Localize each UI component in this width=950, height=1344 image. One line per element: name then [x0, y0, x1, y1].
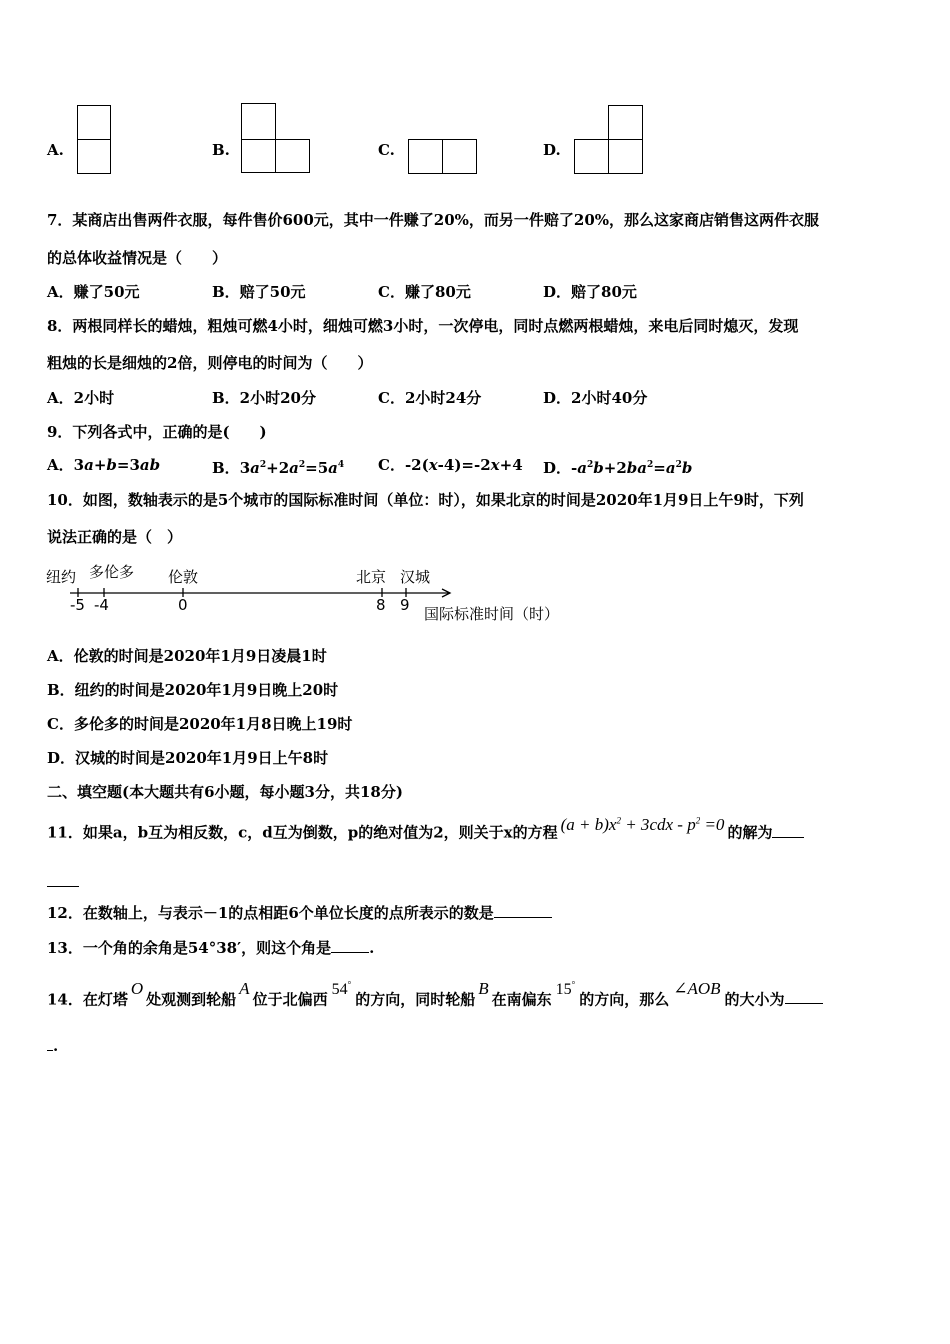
q13-answer-blank[interactable] [331, 938, 369, 953]
point-o: O [130, 979, 144, 999]
shape-label-b: B. [212, 141, 230, 159]
q11-answer-blank[interactable] [772, 823, 804, 838]
q9-option-b [212, 455, 344, 478]
q7-option-c: C．赚了80元 [378, 283, 471, 301]
tick-value-nine: 9 [400, 596, 410, 614]
q12-answer-blank[interactable] [494, 903, 552, 918]
q9-option-b-label: B． [212, 459, 240, 477]
axis-label: 国际标准时间（时） [424, 605, 560, 623]
angle-15: 15° [555, 980, 576, 999]
q9-option-d-label: D． [543, 459, 572, 477]
q7-option-a: A．赚了50元 [47, 283, 140, 301]
q12-stem: 12．在数轴上，与表示－1的点相距6个单位长度的点所表示的数是 [47, 904, 494, 922]
q14-answer-blank[interactable] [785, 989, 823, 1004]
shape-label-a: A. [47, 141, 64, 159]
q11-equation: $(a + b)x^2 + 3cdx - p^2 =0$ [560, 814, 725, 834]
question-13: 13．一个角的余角是54°38′，则这个角是 . [47, 939, 375, 957]
city-label-beijing: 北京 [356, 568, 387, 586]
q7-option-b: B．赔了50元 [212, 283, 306, 301]
city-label-seoul: 汉城 [400, 568, 431, 586]
q14-part4: 的方向，同时轮船 [355, 990, 476, 1009]
point-b: B [478, 979, 489, 999]
q8-stem-line2: 粗烛的长是细烛的2倍，则停电的时间为（ ） [47, 354, 373, 372]
city-label-newyork: 纽约 [46, 568, 77, 586]
tick-value-minus-4: -4 [94, 596, 109, 614]
q9-option-c-label: C． [378, 456, 405, 474]
question-12 [47, 903, 552, 923]
q11-suffix: 的解为 [727, 823, 773, 842]
q8-option-d: D．2小时40分 [543, 389, 648, 407]
q14-part3: 位于北偏西 [252, 990, 328, 1009]
q10-option-a: A．伦敦的时间是2020年1月9日凌晨1时 [47, 647, 327, 665]
tick-value-minus-5: -5 [70, 596, 85, 614]
q9-option-b-expr: $3a^2+2a^2=5a^4$ [239, 459, 345, 477]
q13-stem: 13．一个角的余角是54°38′，则这个角是 [47, 939, 332, 957]
city-label-toronto: 多伦多 [89, 563, 135, 581]
q14-part2: 处观测到轮船 [146, 990, 237, 1009]
tick-value-eight: 8 [376, 596, 386, 614]
q14-part1: 14．在灯塔 [47, 990, 128, 1009]
shape-label-d: D. [543, 141, 561, 159]
q9-option-d-expr: $-a^2b+2ba^2=a^2b$ [571, 459, 693, 477]
q9-option-a [47, 455, 160, 475]
q10-stem-line1: 10．如图，数轴表示的是5个城市的国际标准时间（单位：时），如果北京的时间是2020年1月9日上午9时，下列 [47, 491, 804, 509]
q8-option-a: A．2小时 [47, 389, 115, 407]
q9-option-a-expr: 3a+b=3ab [73, 456, 161, 474]
q8-option-b: B．2小时20分 [212, 389, 316, 407]
q9-option-a-label: A． [47, 456, 74, 474]
city-label-london: 伦敦 [168, 568, 199, 586]
shape-label-c: C. [378, 141, 395, 159]
q9-stem: 9．下列各式中，正确的是( ) [47, 423, 267, 441]
q10-stem-line2: 说法正确的是（ ） [47, 528, 183, 546]
q11-answer-blank-cont[interactable] [47, 872, 79, 887]
q14-part5: 在南偏东 [491, 990, 552, 1009]
q11-prefix: 11．如果a，b互为相反数，c，d互为倒数，p的绝对值为2，则关于x的方程 [47, 823, 558, 842]
q8-stem-line1: 8．两根同样长的蜡烛，粗烛可燃4小时，细烛可燃3小时，一次停电，同时点燃两根蜡烛，来电后同时熄灭，发现 [47, 317, 799, 335]
q7-stem-line1: 7．某商店出售两件衣服，每件售价600元，其中一件赚了20%，而另一件赔了20%，那么这家商店销售这两件衣服 [47, 211, 820, 229]
q10-option-c: C．多伦多的时间是2020年1月8日晚上19时 [47, 715, 353, 733]
q14-part7: 的大小为 [724, 990, 785, 1009]
q7-stem-line2: 的总体收益情况是（ ） [47, 249, 228, 267]
q14-answer-blank-cont[interactable]: . [47, 1036, 58, 1056]
point-a: A [239, 979, 250, 999]
q9-option-d [543, 455, 692, 478]
q7-option-d: D．赔了80元 [543, 283, 637, 301]
q8-option-c: C．2小时24分 [378, 389, 482, 407]
angle-54: 54° [331, 980, 352, 999]
q14-part6: 的方向，那么 [579, 990, 670, 1009]
section-heading-fill-blank: 二、填空题(本大题共有6小题，每小题3分，共18分) [47, 783, 403, 801]
q9-option-c-expr: -2(x-4)=-2x+4 [404, 456, 523, 474]
angle-aob: ∠AOB [673, 979, 721, 999]
q10-option-d: D．汉城的时间是2020年1月9日上午8时 [47, 749, 329, 767]
q11-stem [47, 814, 804, 843]
q10-option-b: B．纽约的时间是2020年1月9日晚上20时 [47, 681, 339, 699]
q9-option-c [378, 455, 523, 475]
tick-value-zero: 0 [178, 596, 188, 614]
q14-stem [47, 979, 823, 1010]
